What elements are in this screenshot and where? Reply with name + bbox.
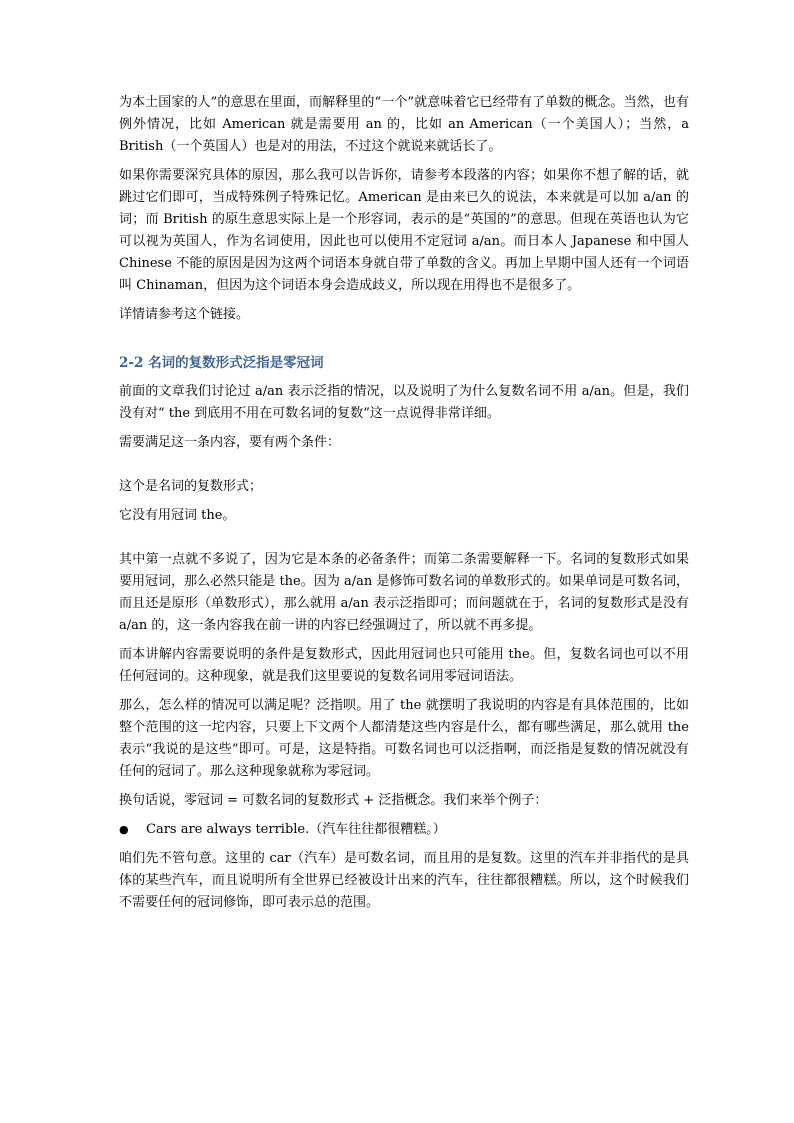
paragraph-explanation-2: 而本讲解内容需要说明的条件是复数形式，因此用冠词也只可能用 the。但，复数名词也可以不用任何冠词的。这种现象，就是我们这里要说的复数名词用零冠词语法。 [119,647,689,684]
document-page [119,92,689,921]
paragraph-explanation-4: 换句话说，零冠词 = 可数名词的复数形式 + 泛指概念。我们来举个例子： [119,793,548,808]
paragraph-section-intro: 前面的文章我们讨论过 a/an 表示泛指的情况，以及说明了为什么复数名词不用 a/an。但是，我们没有对“ the 到底用不用在可数名词的复数”这一点说得非常详细。 [119,384,689,421]
paragraph-explanation-3: 那么，怎么样的情况可以满足呢？泛指呗。用了 the 就摆明了我说明的内容是有具体范围的，比如整个范围的这一坨内容，只要上下文两个人都清楚这些内容是什么，都有哪些满足，那么就用 the 表示“我说的是这些”即可。可是，这是特指。可数名词也可以泛指啊，而泛指是复数的情况就没有任何的冠词了。那么这种现象就称为零冠词。 [119,698,689,779]
paragraph-final: 咱们先不管句意。这里的 car（汽车）是可数名词，而且用的是复数。这里的汽车并非指代的是具体的某些汽车，而且说明所有全世界已经被设计出来的汽车，往往都很糟糕。所以，这个时候我们不需要任何的冠词修饰，即可表示总的范围。 [119,851,689,910]
condition-item: 它没有用冠词 the。 [119,508,236,523]
condition-item: 这个是名词的复数形式； [119,479,263,494]
paragraph-intro: 为本土国家的人”的意思在里面，而解释里的“一个”就意味着它已经带有了单数的概念。当然，也有例外情况，比如 American 就是需要用 an 的，比如 an American（一个美国人）；当然，a British（一个英国人）也是对的用法，不过这个就说来就话长了。 [119,95,689,154]
example-sentence: Cars are always terrible.（汽车往往都很糟糕。） [146,822,446,837]
bullet-dot-icon: ● [119,823,129,836]
section-heading: 2-2 名词的复数形式泛指是零冠词 [119,355,324,371]
paragraph-reason: 如果你需要深究具体的原因，那么我可以告诉你，请参考本段落的内容；如果你不想了解的话，就跳过它们即可，当成特殊例子特殊记忆。American 是由来已久的说法，本来就是可以加 a/an 的词；而 British 的原生意思实际上是一个形容词，表示的是“英国的”的意思。但现在英语也认为它可以视为英国人，作为名词使用，因此也可以使用不定冠词 a/an。而日本人 Japanese 和中国人 Chinese 不能的原因是因为这两个词语本身就自带了单数的含义。再加上早期中国人还有一个词语叫 Chinaman，但因为这个词语本身会造成歧义，所以现在用得也不是很多了。 [119,168,689,293]
example-bullet-item [119,819,689,841]
paragraph-explanation-1: 其中第一点就不多说了，因为它是本条的必备条件；而第二条需要解释一下。名词的复数形式如果要用冠词，那么必然只能是 the。因为 a/an 是修饰可数名词的单数形式的。如果单词是可数名词，而且还是原形（单数形式），那么就用 a/an 表示泛指即可；而问题就在于，名词的复数形式是没有 a/an 的，这一条内容我在前一讲的内容已经强调过了，所以就不再多提。 [119,552,689,633]
paragraph-conditions-intro: 需要满足这一条内容，要有两个条件： [119,435,341,450]
paragraph-link: 详情请参考这个链接。 [119,307,250,322]
